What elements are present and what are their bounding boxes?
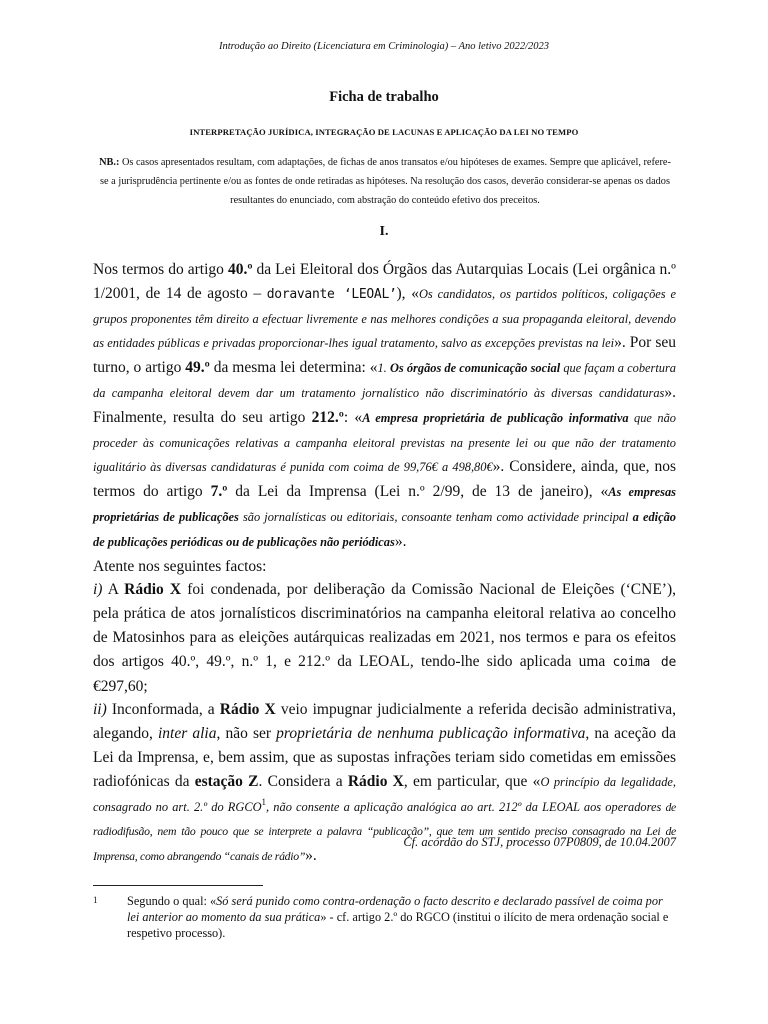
quote-run: Os órgãos de comunicação social bbox=[389, 361, 561, 376]
subtitle: INTERPRETAÇÃO JURÍDICA, INTEGRAÇÃO DE LACUNAS E APLICAÇÃO DA LEI NO TEMPO bbox=[189, 127, 579, 137]
paragraph-legal-context bbox=[93, 258, 676, 555]
text-run: Rádio X bbox=[124, 581, 182, 599]
footnote-reference[interactable]: 1 bbox=[261, 796, 267, 807]
text-run: Nos termos do artigo bbox=[93, 261, 228, 278]
text-run: €297,60; bbox=[93, 677, 148, 695]
text-run: inter alia bbox=[157, 725, 217, 743]
text-run: Só será punido como contra-ordenação o facto descrito e declarado passível de coima por lei anterior ao momento da sua prática bbox=[127, 894, 663, 924]
text-run: A bbox=[102, 581, 125, 599]
text-run: foi condenada, por deliberação da Comissão Nacional de Eleições (‘CNE’), pela prática de atos jornalísticos discriminatórios na campanha eleitoral relativa ao concelho de Matosinhos para as eleições autárquicas realizadas em 2021, nos termos e para os efeitos dos artigos 40.º, 49.º, n.º 1, e 212.º da LEOAL, tendo-lhe sido aplicada uma bbox=[93, 581, 676, 670]
text-run: ». Por seu turno, o artigo bbox=[93, 334, 676, 377]
text-run: i) bbox=[93, 581, 103, 599]
citation: Cf. acórdão do STJ, processo 07P0809, de 10.04.2007 bbox=[403, 835, 676, 849]
text-run: Segundo o qual: « bbox=[127, 894, 217, 908]
text-run: Inconformada, a bbox=[106, 701, 220, 719]
footnote bbox=[93, 893, 676, 941]
text-run: Rádio X bbox=[347, 772, 404, 790]
text-run: ii) bbox=[93, 701, 107, 719]
quote-run: 1. bbox=[377, 361, 390, 376]
text-run: Rádio X bbox=[219, 701, 276, 719]
paragraph-facts-intro: Atente nos seguintes factos: bbox=[93, 557, 267, 575]
page-header: Introdução ao Direito (Licenciatura em Criminologia) – Ano letivo 2022/2023 bbox=[218, 41, 550, 52]
text-run: 49.º bbox=[185, 359, 210, 377]
text-run: da Lei Eleitoral dos Órgãos das Autarquias Locais (Lei orgânica n.º 1/2001, de 14 de agosto – bbox=[93, 261, 676, 302]
quote-run: que não proceder às comunicações relativas a campanha eleitoral previstas na presente lei ou que não der tratamento igualitário às diversas candidaturas é punida com coima de 99,76€ a 498,80€ bbox=[93, 410, 676, 475]
text-run: coima de bbox=[612, 654, 676, 670]
text-run: ». bbox=[394, 532, 407, 550]
text-run: ), « bbox=[396, 284, 419, 302]
body-text bbox=[93, 258, 676, 869]
quote-run: A empresa proprietária de publicação informativa bbox=[362, 410, 629, 425]
text-run: 212.º bbox=[311, 408, 344, 426]
text-run: da Lei da Imprensa (Lei n.º 2/99, de 13 de janeiro), « bbox=[227, 483, 609, 501]
page-title: Ficha de trabalho bbox=[329, 89, 439, 105]
text-run: ». bbox=[305, 847, 317, 865]
text-run: ». Considere, ainda, que, nos termos do artigo bbox=[93, 458, 676, 501]
quote-run: As empresas proprietárias de publicações bbox=[93, 485, 676, 524]
note-label: NB.: bbox=[99, 157, 120, 168]
note-text: Os casos apresentados resultam, com adaptações, de fichas de anos transatos e/ou hipóteses de exames. Sempre que aplicável, refere-se a jurisprudência pertinente e/ou as fontes de onde retiradas as hipóteses. Na resolução dos casos, deverão considerar-se apenas os dados resultantes do enunciado, com abstração do conteúdo efetivo dos preceitos. bbox=[100, 157, 671, 206]
text-run: proprietária de nenhuma publicação informativa bbox=[276, 725, 586, 743]
paragraph-fact-i bbox=[93, 578, 676, 698]
text-run: , na aceção da Lei da Imprensa, e, bem assim, que as supostas infrações teriam sido cometidas em emissões radiofónicas da bbox=[93, 725, 676, 790]
text-run: . Considera a bbox=[258, 772, 348, 790]
quote-run: , não consente a aplicação analógica ao art. 212º da LEOAL aos operadores bbox=[266, 799, 666, 814]
quote-run: O princípio da legalidade, consagrado no art. 2.º do RGCO bbox=[93, 774, 676, 814]
section-number: I. bbox=[379, 224, 389, 239]
text-run: ». Finalmente, resulta do seu artigo bbox=[93, 383, 676, 426]
quote-run: Os candidatos, os partidos políticos, coligações e grupos proponentes têm direito a efectuar livremente e nas melhores condições a sua propaganda eleitoral, devendo as entidades públicas e privadas proporcionar-lhes igual tratamento, salvo as excepções previstas na lei bbox=[93, 286, 676, 351]
text-run: » - cf. artigo 2.º do RGCO (institui o ilícito de mera ordenação social e respetivo processo). bbox=[127, 910, 669, 940]
footnote-mark: 1 bbox=[93, 895, 98, 905]
text-run: veio impugnar judicialmente a referida decisão administrativa, alegando, bbox=[93, 701, 676, 743]
quote-run: a edição de publicações periódicas ou de publicações não periódicas bbox=[93, 509, 676, 549]
text-run: 7.º bbox=[210, 483, 228, 501]
text-run: , em particular, que « bbox=[403, 772, 541, 790]
note-paragraph bbox=[95, 153, 675, 210]
text-run: , não ser bbox=[216, 725, 277, 743]
quote-run: de radiodifusão, nem tão pouco que se interprete a palavra “publicação”, que tem um sentido preciso consagrado na Lei de Imprensa, como abrangendo “canais de rádio” bbox=[93, 799, 676, 864]
text-run: doravante ‘LEOAL’ bbox=[266, 286, 397, 302]
text-run: : « bbox=[343, 408, 363, 426]
text-run: estação Z bbox=[194, 772, 259, 790]
text-run: da mesma lei determina: « bbox=[209, 359, 378, 377]
footnote-text bbox=[127, 893, 676, 941]
text-run: 40.º bbox=[227, 261, 253, 278]
footnote-divider bbox=[93, 885, 263, 886]
quote-run: são jornalísticas ou editoriais, consoante tenham como actividade principal bbox=[238, 509, 633, 524]
quote-run: que façam a cobertura da campanha eleitoral devem dar um tratamento jornalístico não discriminatório às diversas candidaturas bbox=[93, 361, 677, 400]
